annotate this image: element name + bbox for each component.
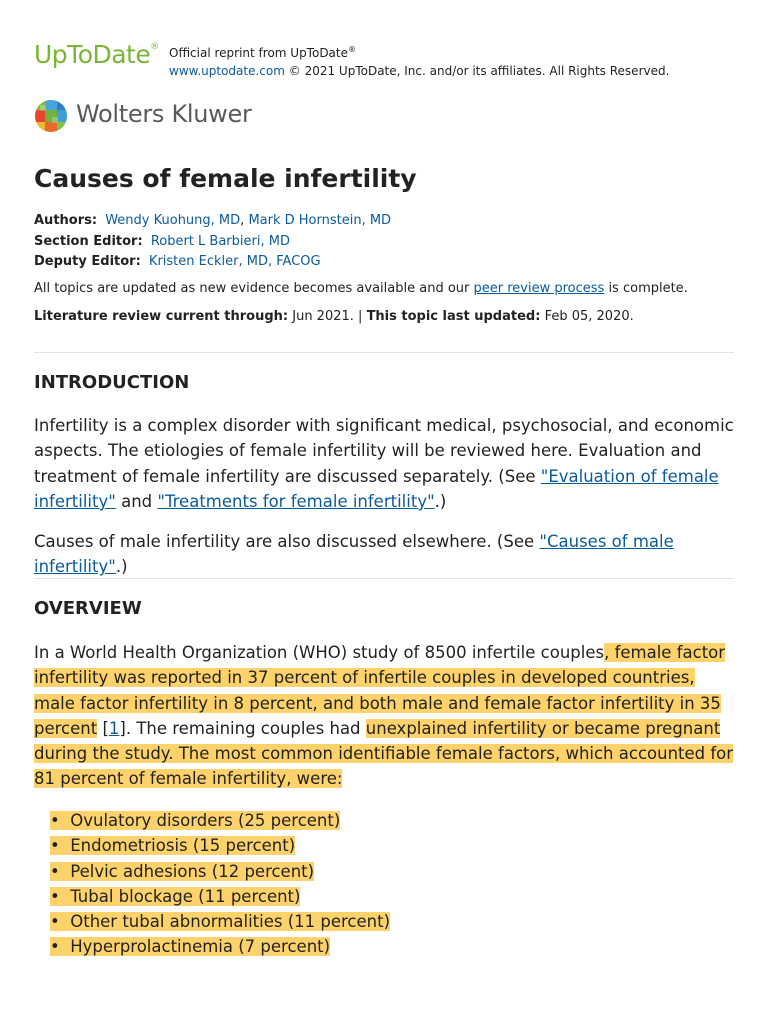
bullet: • <box>50 912 60 932</box>
section-heading-introduction: INTRODUCTION <box>34 372 190 393</box>
article-meta <box>34 211 391 273</box>
intro-paragraph-1: Infertility is a complex disorder with significant medical, psychosocial, and economic aspects. The etiologies of female infertility will be reviewed here. Evaluation and treatment of female infertility are discussed separately. (See "Evaluation of female infertility" and "Treatments for female infertility".) <box>34 416 734 511</box>
lit-review-label: Literature review current through: <box>34 309 289 324</box>
peer-review-link[interactable]: peer review process <box>473 281 605 296</box>
list-item: • Tubal blockage (11 percent) <box>50 886 301 906</box>
page-title: Causes of female infertility <box>34 164 417 193</box>
list-item: • Other tubal abnormalities (11 percent) <box>50 912 391 932</box>
deputy-editor-label: Deputy Editor: <box>34 254 141 269</box>
copyright-line <box>169 62 669 80</box>
reprint-notice <box>169 41 669 80</box>
list-item: • Endometriosis (15 percent) <box>50 836 296 856</box>
female-factors-list <box>50 808 390 960</box>
author-link-kuohung[interactable]: Wendy Kuohung, MD <box>105 213 241 228</box>
section-editor-row <box>34 232 391 253</box>
copyright-text: © 2021 UpToDate, Inc. and/or its affiliates. All Rights Reserved. <box>284 64 670 78</box>
evaluation-link[interactable]: "Evaluation of female infertility" <box>34 466 719 511</box>
highlighted-text: , female factor infertility was reported in 37 percent of infertile couples in developed countries, male factor infertility in 8 percent, and both male and female factor infertility in 35 percent <box>34 643 726 738</box>
list-item: • Ovulatory disorders (25 percent) <box>50 811 341 830</box>
treatments-link[interactable]: "Treatments for female infertility" <box>157 491 435 511</box>
bullet: • <box>50 886 60 906</box>
author-separator: , <box>240 213 249 228</box>
uptodate-logo-text: UpToDate <box>34 40 151 69</box>
uptodate-site-link[interactable]: www.uptodate.com <box>169 64 285 78</box>
bullet: • <box>50 836 60 856</box>
deputy-editor-link[interactable]: Kristen Eckler, MD, FACOG <box>148 254 321 269</box>
bullet: • <box>50 937 60 957</box>
divider <box>34 578 734 579</box>
deputy-editor-row <box>34 252 391 273</box>
reprint-line: Official reprint from UpToDate® <box>169 45 356 60</box>
section-editor-label: Section Editor: <box>34 233 143 249</box>
wolters-kluwer-mark-icon <box>34 99 68 133</box>
list-item: • Pelvic adhesions (12 percent) <box>50 861 315 881</box>
update-note: All topics are updated as new evidence becomes available and our peer review process is complete. <box>34 281 688 296</box>
divider <box>34 352 734 353</box>
authors-row <box>34 211 391 232</box>
list-item: • Hyperprolactinemia (7 percent) <box>50 937 331 957</box>
section-editor-link[interactable]: Robert L Barbieri, MD <box>150 233 290 249</box>
wolters-kluwer-text: Wolters Kluwer <box>76 100 252 128</box>
review-dates <box>34 309 634 324</box>
bullet: • <box>50 811 60 830</box>
reference-link-1[interactable]: 1 <box>108 718 120 738</box>
section-heading-overview: OVERVIEW <box>34 598 142 619</box>
reprint-header <box>34 40 734 80</box>
lit-review-value: Jun 2021. | <box>288 309 367 324</box>
authors-label: Authors: <box>34 213 98 228</box>
last-updated-value: Feb 05, 2020. <box>540 309 634 324</box>
author-link-hornstein[interactable]: Mark D Hornstein, MD <box>248 213 392 228</box>
intro-paragraph-2: Causes of male infertility are also discussed elsewhere. (See "Causes of male infertility".) <box>34 532 674 577</box>
male-infertility-link[interactable]: "Causes of male infertility" <box>34 532 674 577</box>
last-updated-label: This topic last updated: <box>366 309 541 324</box>
bullet: • <box>50 861 60 881</box>
registered-mark: ® <box>150 42 159 52</box>
uptodate-logo[interactable] <box>34 40 159 69</box>
overview-paragraph: In a World Health Organization (WHO) study of 8500 infertile couples, female factor infertility was reported in 37 percent of infertile couples in developed countries, male factor infertility in 8 percent, and both male and female factor infertility in 35 percent [1]. The remaining couples had unexplained infertility or became pregnant during the study. The most common identifiable female factors, which accounted for 81 percent of female infertility, were: <box>34 643 734 789</box>
highlighted-text: unexplained infertility or became pregnant during the study. The most common identifiable female factors, which accounted for 81 percent of female infertility, were: <box>34 718 734 789</box>
